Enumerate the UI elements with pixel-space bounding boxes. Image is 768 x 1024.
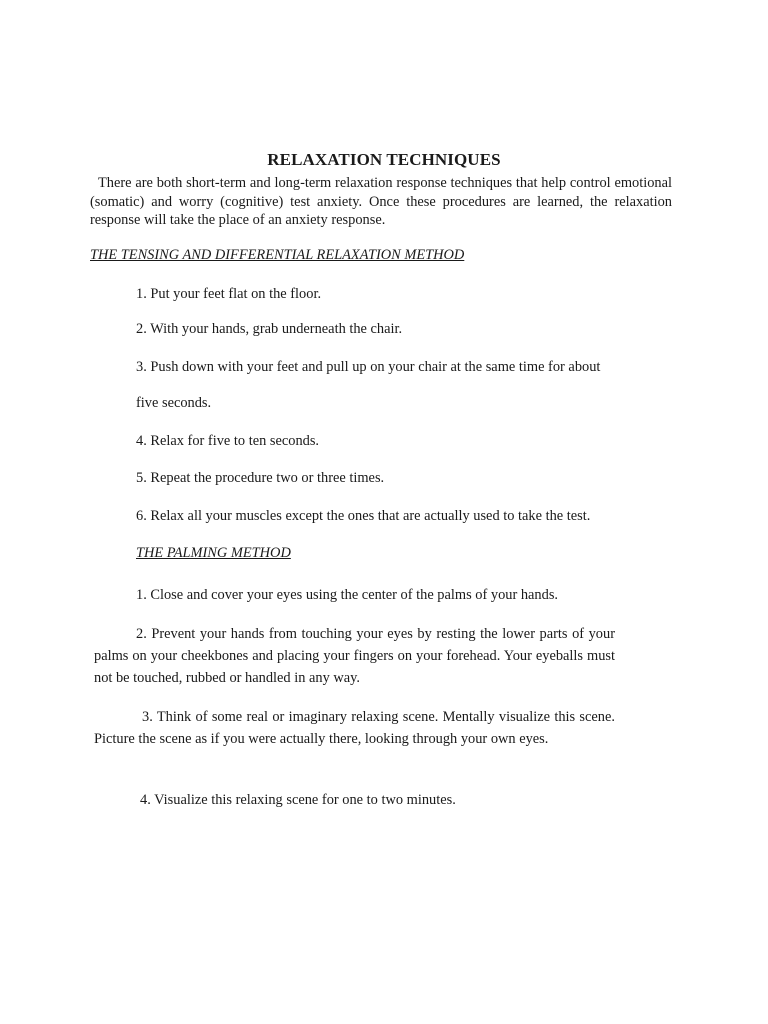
tensing-step-5: 5. Repeat the procedure two or three times.	[136, 470, 385, 486]
document-title: RELAXATION TECHNIQUES	[267, 150, 501, 169]
tensing-step-6: 6. Relax all your muscles except the ones that are actually used to take the test.	[136, 508, 591, 524]
section-heading-palming: THE PALMING METHOD	[136, 545, 291, 561]
section-heading-tensing: THE TENSING AND DIFFERENTIAL RELAXATION METHOD	[90, 247, 465, 263]
palming-step-1: 1. Close and cover your eyes using the center of the palms of your hands.	[136, 587, 559, 603]
palming-step-3: 3. Think of some real or imaginary relaxing scene. Mentally visualize this scene. Picture the scene as if you were actually there, looking through your own eyes.	[94, 709, 615, 747]
tensing-step-2: 2. With your hands, grab underneath the chair.	[136, 321, 403, 337]
palming-step-4: 4. Visualize this relaxing scene for one to two minutes.	[140, 792, 456, 808]
tensing-step-3: 3. Push down with your feet and pull up on your chair at the same time for about	[136, 359, 601, 375]
palming-step-2: 2. Prevent your hands from touching your eyes by resting the lower parts of your palms on your cheekbones and placing your fingers on your forehead. Your eyeballs must not be touched, rubbed or handled in any way.	[94, 626, 615, 686]
intro-paragraph: There are both short-term and long-term relaxation response techniques that help control emotional (somatic) and worry (cognitive) test anxiety. Once these procedures are learned, the relaxation response will take the place of an anxiety response.	[90, 175, 672, 228]
tensing-step-3-continued: five seconds.	[136, 395, 212, 411]
tensing-step-4: 4. Relax for five to ten seconds.	[136, 433, 320, 449]
tensing-step-1: 1. Put your feet flat on the floor.	[136, 286, 322, 302]
